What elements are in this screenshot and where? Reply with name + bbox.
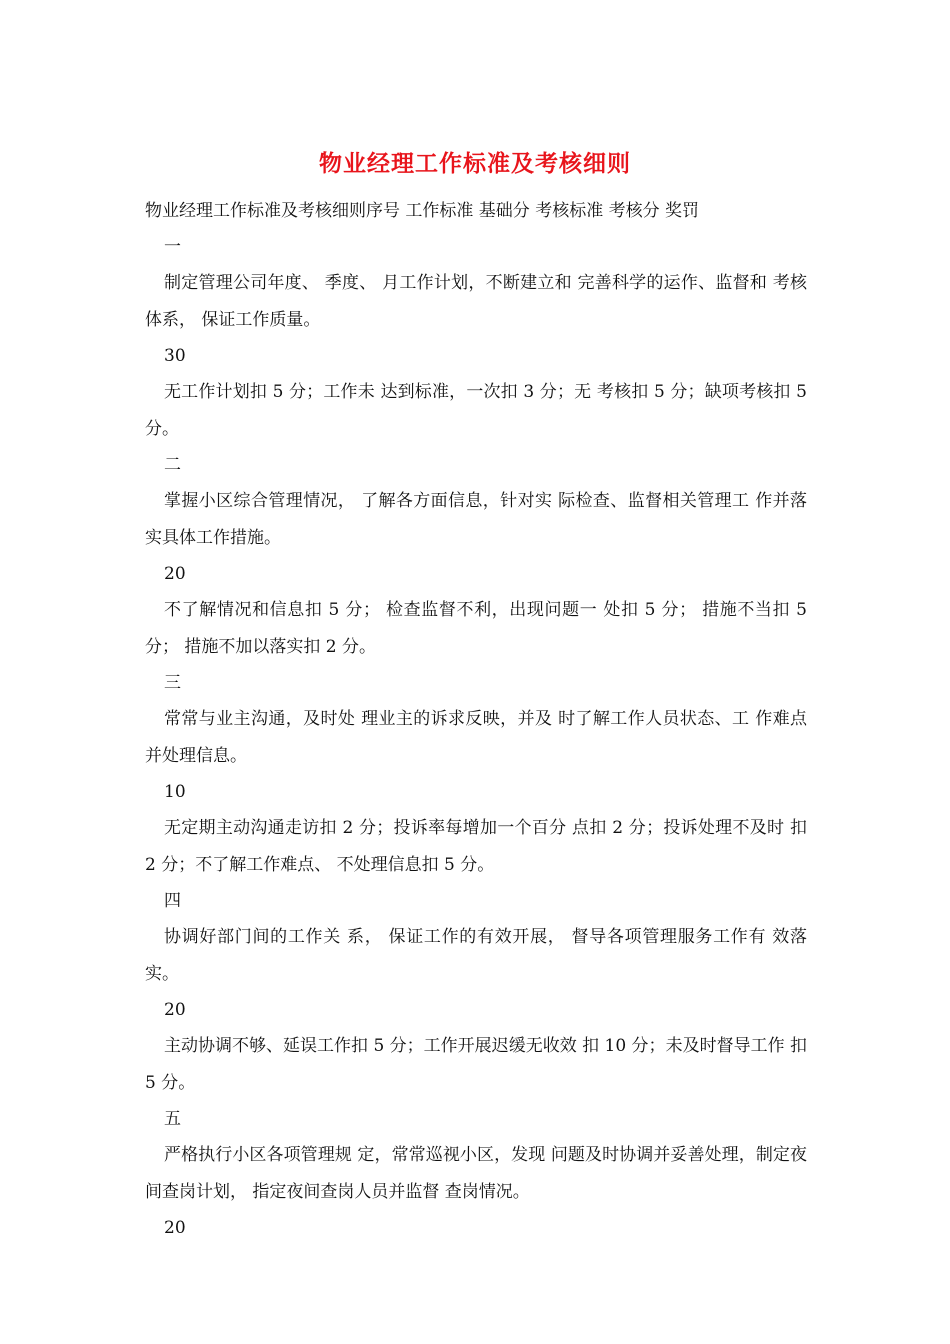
section-number: 四 [164,891,181,911]
section-number: 二 [164,455,181,475]
section-number: 五 [164,1109,181,1129]
section-number: 三 [164,673,181,693]
section-2 [145,448,807,666]
assessment-standard: 不了解情况和信息扣 5 分； 检查监督不利，出现问题一 处扣 5 分； 措施不当扣 5 分； 措施不加以落实扣 2 分。 [145,600,807,657]
assessment-standard: 无工作计划扣 5 分；工作未 达到标准，一次扣 3 分；无 考核扣 5 分；缺项考核扣 5 分。 [145,382,807,439]
work-standard: 掌握小区综合管理情况， 了解各方面信息，针对实 际检查、监督相关管理工 作并落实具体工作措施。 [145,491,807,548]
base-score: 20 [164,1000,186,1020]
document-body [145,230,807,1246]
base-score: 20 [164,1218,186,1238]
assessment-standard: 主动协调不够、延误工作扣 5 分；工作开展迟缓无收效 扣 10 分；未及时督导工作 扣 5 分。 [145,1036,807,1093]
assessment-standard: 无定期主动沟通走访扣 2 分；投诉率每增加一个百分 点扣 2 分；投诉处理不及时 扣 2 分；不了解工作难点、 不处理信息扣 5 分。 [145,818,807,875]
section-1 [145,230,807,448]
work-standard: 常常与业主沟通，及时处 理业主的诉求反映，并及 时了解工作人员状态、工 作难点并处理信息。 [145,709,807,766]
section-4 [145,884,807,1102]
section-3 [145,666,807,884]
base-score: 30 [164,346,186,366]
document-title: 物业经理工作标准及考核细则 [319,150,631,177]
base-score: 20 [164,564,186,584]
section-5 [145,1102,807,1246]
section-number: 一 [164,237,181,257]
work-standard: 制定管理公司年度、 季度、 月工作计划，不断建立和 完善科学的运作、监督和 考核体系， 保证工作质量。 [145,273,807,330]
table-header-line: 物业经理工作标准及考核细则序号 工作标准 基础分 考核标准 考核分 奖罚 [145,201,700,221]
work-standard: 协调好部门间的工作关 系， 保证工作的有效开展， 督导各项管理服务工作有 效落实。 [145,927,807,984]
work-standard: 严格执行小区各项管理规 定，常常巡视小区，发现 问题及时协调并妥善处理，制定夜间查岗计划， 指定夜间查岗人员并监督 查岗情况。 [145,1145,807,1202]
base-score: 10 [164,782,186,802]
